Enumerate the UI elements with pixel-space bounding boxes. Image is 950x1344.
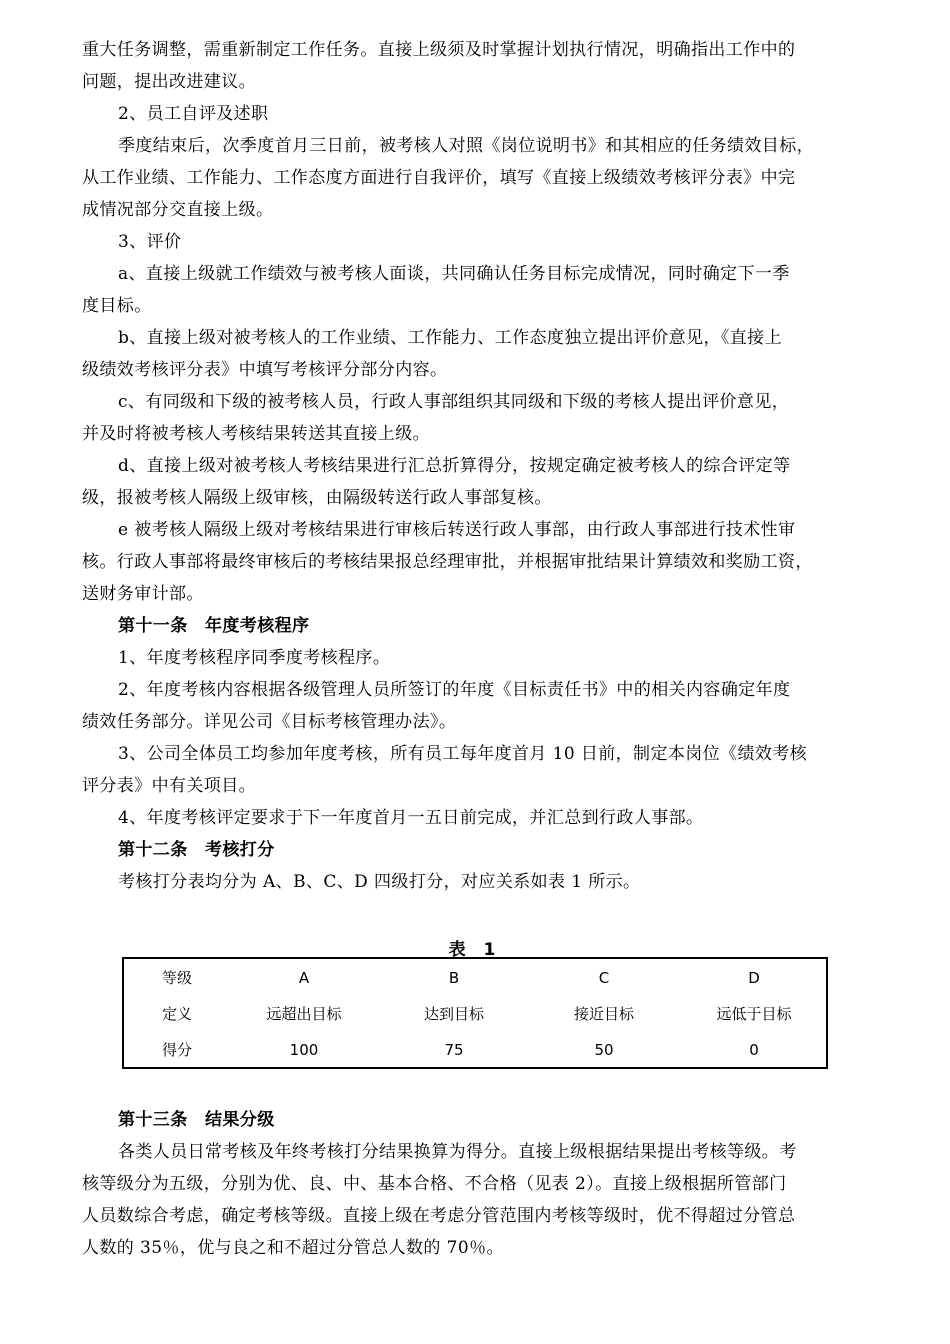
article-13-heading: 第十三条 结果分级: [118, 1110, 275, 1130]
body-text-line: 级绩效考核评分表》中填写考核评分部分内容。: [82, 360, 448, 380]
body-text-line: 考核打分表均分为 A、B、C、D 四级打分，对应关系如表 1 所示。: [118, 872, 641, 892]
body-text-line: 各类人员日常考核及年终考核打分结果换算为得分。直接上级根据结果提出考核等级。考: [118, 1142, 797, 1162]
body-text-line: e 被考核人隔级上级对考核结果进行审核后转送行政人事部，由行政人事部进行技术性审: [118, 520, 796, 540]
body-text-line: a、直接上级就工作绩效与被考核人面谈，共同确认任务目标完成情况，同时确定下一季: [118, 264, 790, 284]
article-12-heading: 第十二条 考核打分: [118, 840, 275, 860]
body-text-line: 级，报被考核人隔级上级审核，由隔级转送行政人事部复核。: [82, 488, 552, 508]
body-text-line: 绩效任务部分。详见公司《目标考核管理办法》。: [82, 712, 457, 732]
body-text-line: 从工作业绩、工作能力、工作态度方面进行自我评价，填写《直接上级绩效考核评分表》中完: [82, 168, 796, 188]
table-cell: 定义: [161, 1005, 193, 1023]
body-text-line: 核等级分为五级，分别为优、良、中、基本合格、不合格（见表 2）。直接上级根据所管部门: [82, 1174, 787, 1194]
table-cell: A: [298, 969, 310, 987]
table-caption: 表 1: [448, 940, 502, 960]
body-text-line: 2、年度考核内容根据各级管理人员所签订的年度《目标责任书》中的相关内容确定年度: [118, 680, 791, 700]
table-cell: 得分: [161, 1041, 193, 1059]
table-cell: 远超出目标: [266, 1005, 342, 1023]
subsection-title: 3、评价: [118, 232, 182, 252]
table-cell: D: [748, 969, 760, 987]
table-cell: C: [598, 969, 610, 987]
body-text-line: 评分表》中有关项目。: [82, 776, 256, 796]
body-text-line: 度目标。: [82, 296, 152, 316]
body-text-line: 1、年度考核程序同季度考核程序。: [118, 648, 391, 668]
body-text-line: 人员数综合考虑，确定考核等级。直接上级在考虑分管范围内考核等级时，优不得超过分管总: [82, 1206, 796, 1226]
body-text-line: 4、年度考核评定要求于下一年度首月一五日前完成，并汇总到行政人事部。: [118, 808, 704, 828]
body-text-line: b、直接上级对被考核人的工作业绩、工作能力、工作态度独立提出评价意见，《直接上: [118, 328, 782, 348]
table-cell: 等级: [161, 969, 193, 987]
table-cell: 0: [749, 1041, 759, 1059]
table-cell: 接近目标: [573, 1005, 635, 1023]
body-text-line: 成情况部分交直接上级。: [82, 200, 274, 220]
table-cell: 50: [594, 1041, 614, 1059]
table-cell: B: [448, 969, 460, 987]
table-cell: 达到目标: [423, 1005, 485, 1023]
body-text-line: 3、公司全体员工均参加年度考核，所有员工每年度首月 10 日前，制定本岗位《绩效考核: [118, 744, 808, 764]
article-11-heading: 第十一条 年度考核程序: [118, 616, 310, 636]
body-text-line: d、直接上级对被考核人考核结果进行汇总折算得分，按规定确定被考核人的综合评定等: [118, 456, 791, 476]
body-text-line: c、有同级和下级的被考核人员，行政人事部组织其同级和下级的考核人提出评价意见，: [118, 392, 790, 412]
body-text-line: 问题，提出改进建议。: [82, 72, 256, 92]
table-cell: 75: [444, 1041, 464, 1059]
table-cell: 100: [289, 1041, 319, 1059]
grading-table: [122, 957, 828, 1069]
body-text-line: 人数的 35％，优与良之和不超过分管总人数的 70％。: [82, 1238, 504, 1258]
body-text-line: 送财务审计部。: [82, 584, 204, 604]
body-text-line: 重大任务调整，需重新制定工作任务。直接上级须及时掌握计划执行情况，明确指出工作中的: [82, 40, 796, 60]
body-text-line: 并及时将被考核人考核结果转送其直接上级。: [82, 424, 430, 444]
subsection-title: 2、员工自评及述职: [118, 104, 269, 124]
table-cell: 远低于目标: [716, 1005, 792, 1023]
body-text-line: 季度结束后，次季度首月三日前，被考核人对照《岗位说明书》和其相应的任务绩效目标，: [118, 136, 814, 156]
body-text-line: 核。行政人事部将最终审核后的考核结果报总经理审批，并根据审批结果计算绩效和奖励工资，: [82, 552, 813, 572]
